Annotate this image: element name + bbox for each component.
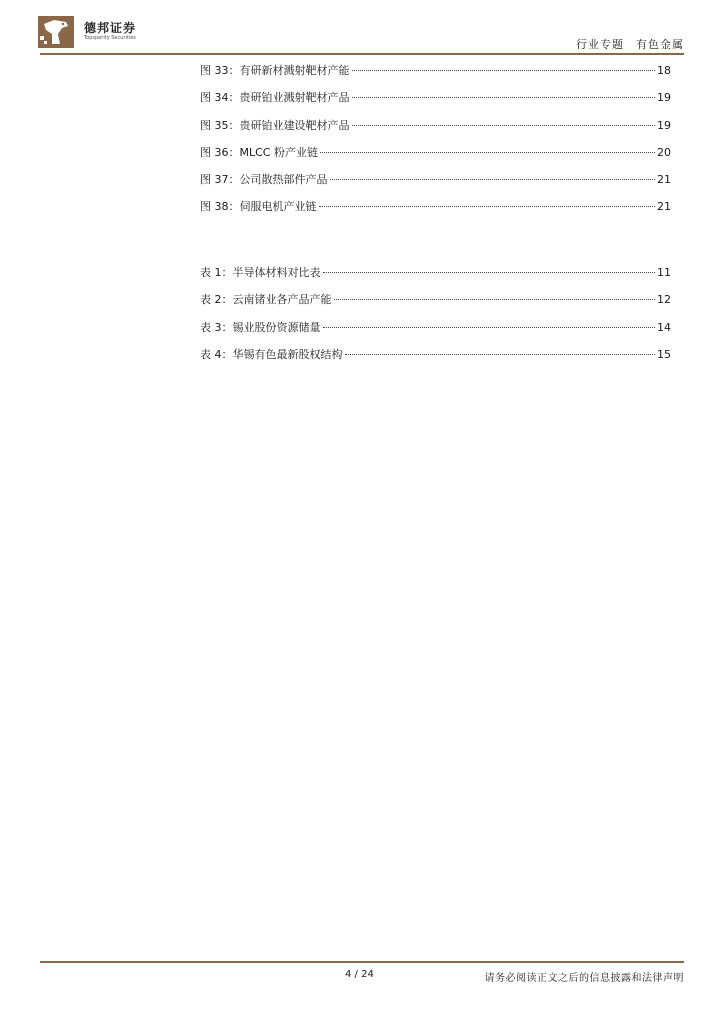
figure-entry-page: 21 — [657, 173, 671, 187]
dot-leader — [352, 125, 656, 126]
figure-entry-page: 18 — [657, 64, 671, 77]
figure-entry-page: 20 — [657, 145, 671, 159]
table-entry-label: 表 1：半导体材料对比表 — [200, 266, 321, 279]
dot-leader — [323, 272, 656, 273]
dot-leader — [334, 299, 656, 300]
dot-leader — [323, 327, 656, 328]
figure-entry-label: 图 37：公司散热部件产品 — [200, 173, 328, 187]
figure-entry-label: 图 35：贵研铂业建设靶材产品 — [200, 118, 350, 132]
table-entry-page: 15 — [657, 347, 671, 361]
table-list — [200, 264, 671, 373]
figure-entry[interactable] — [200, 62, 671, 89]
table-entry[interactable] — [200, 264, 671, 291]
table-entry-page: 14 — [657, 320, 671, 334]
dot-leader — [352, 70, 656, 71]
table-entry[interactable] — [200, 291, 671, 318]
dot-leader — [345, 354, 656, 355]
brand-name: 德邦证券 — [84, 21, 137, 35]
page-number: 4 / 24 — [345, 969, 374, 980]
figure-entry-label: 图 34：贵研铂业溅射靶材产品 — [200, 91, 350, 105]
figure-entry-page: 21 — [657, 200, 671, 214]
figure-list — [200, 62, 671, 226]
topsperity-logo-icon — [38, 16, 74, 48]
table-entry[interactable] — [200, 319, 671, 346]
report-category: 行业专题 有色金属 — [576, 38, 684, 51]
figure-entry[interactable] — [200, 89, 671, 116]
page-header — [0, 0, 724, 60]
figure-entry-page: 19 — [657, 118, 671, 132]
table-entry-label: 表 3：锡业股份资源储量 — [200, 320, 321, 334]
table-entry-page: 12 — [657, 293, 671, 307]
brand-english-name: Topsperity Securities — [84, 35, 136, 41]
figure-entry[interactable] — [200, 198, 671, 225]
figure-entry[interactable] — [200, 144, 671, 171]
table-entry[interactable] — [200, 346, 671, 373]
figure-entry-label: 图 38：伺服电机产业链 — [200, 200, 317, 214]
legal-disclaimer: 请务必阅读正文之后的信息披露和法律声明 — [484, 973, 684, 984]
dot-leader — [330, 179, 656, 180]
figure-entry[interactable] — [200, 171, 671, 198]
table-entry-label: 表 4：华锡有色最新股权结构 — [200, 347, 343, 361]
footer-divider — [40, 961, 684, 963]
figure-entry[interactable] — [200, 117, 671, 144]
header-divider — [40, 53, 684, 55]
table-entry-label: 表 2：云南锗业各产品产能 — [200, 293, 332, 307]
figure-entry-label: 图 33：有研新材溅射靶材产能 — [200, 64, 350, 77]
dot-leader — [320, 152, 655, 153]
figure-entry-page: 19 — [657, 91, 671, 105]
dot-leader — [352, 97, 656, 98]
figure-entry-label: 图 36：MLCC 粉产业链 — [200, 145, 318, 159]
dot-leader — [319, 206, 656, 207]
table-entry-page: 11 — [657, 266, 671, 279]
